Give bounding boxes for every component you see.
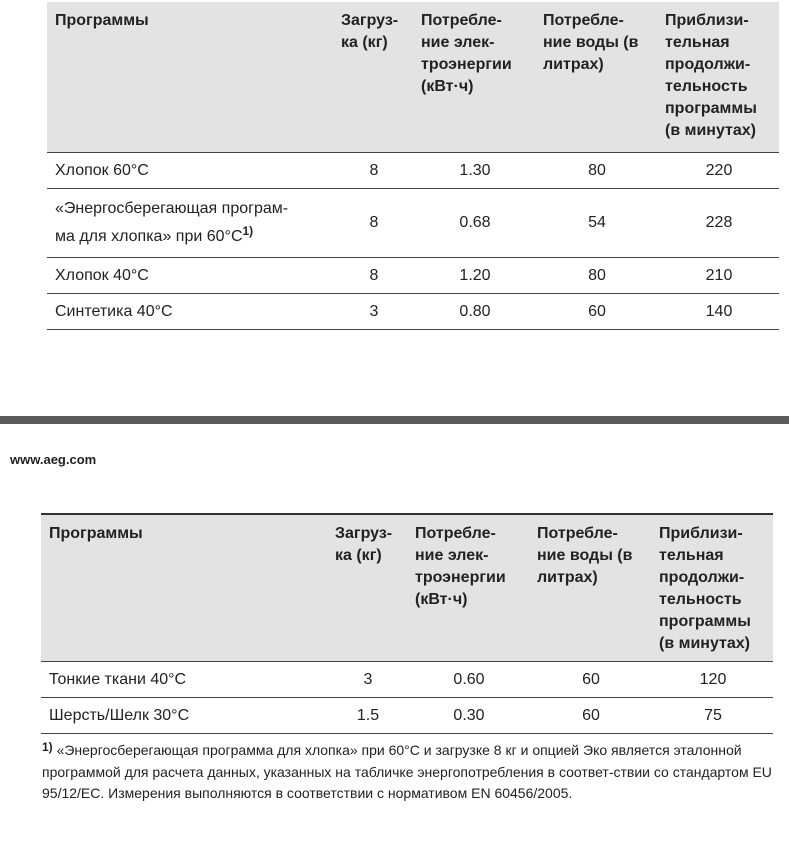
program-name: «Энергосберегающая програм- ма для хлопка» при 60°C [55,200,289,245]
table-row [47,153,779,189]
program-name: Хлопок 40°C [47,258,333,294]
program-name: Шерсть/Шелк 30°C [41,698,327,734]
water-value: 80 [535,153,657,189]
duration-value: 75 [651,698,773,734]
load-value: 8 [333,153,413,189]
footnote [42,740,777,805]
energy-value: 0.60 [407,662,529,698]
header-load: Загруз- ка (кг) [327,514,407,662]
footnote-text: «Энергосберегающая программа для хлопка» при 60°C и загрузке 8 кг и опцией Эко является эталонной программой для расчета данных, указанных на табличке энергопотребления в соответ-ствии со стандартом EU 95/12/EC. Измерения выполняются в соответствии с нормативом EN 60456/2005. [42,742,772,801]
duration-value: 120 [651,662,773,698]
duration-value: 210 [657,258,779,294]
footnote-marker: 1) [42,740,53,754]
header-programs: Программы [41,514,327,662]
header-duration: Приблизи- тельная продолжи- тельность программы (в минутах) [657,2,779,153]
water-value: 60 [529,662,651,698]
header-load: Загруз- ка (кг) [333,2,413,153]
header-energy: Потребле- ние элек- троэнергии (кВт·ч) [407,514,529,662]
program-name: Синтетика 40°C [47,294,333,330]
water-value: 60 [529,698,651,734]
program-name-cell [47,189,333,258]
header-water: Потребле- ние воды (в литрах) [529,514,651,662]
page-divider [0,416,789,424]
energy-value: 0.80 [413,294,535,330]
load-value: 3 [327,662,407,698]
energy-value: 1.30 [413,153,535,189]
program-name: Тонкие ткани 40°C [41,662,327,698]
duration-value: 228 [657,189,779,258]
table-header-row [41,514,773,662]
footnote-marker: 1) [242,224,254,238]
table-row [47,189,779,258]
header-programs: Программы [47,2,333,153]
load-value: 8 [333,189,413,258]
table-row [47,258,779,294]
program-data-table-top [47,2,779,330]
header-duration: Приблизи- тельная продолжи- тельность программы (в минутах) [651,514,773,662]
program-name: Хлопок 60°C [47,153,333,189]
table-header-row [47,2,779,153]
header-energy: Потребле- ние элек- троэнергии (кВт·ч) [413,2,535,153]
table-row [41,662,773,698]
header-water: Потребле- ние воды (в литрах) [535,2,657,153]
water-value: 54 [535,189,657,258]
duration-value: 220 [657,153,779,189]
energy-value: 0.30 [407,698,529,734]
load-value: 1.5 [327,698,407,734]
energy-value: 0.68 [413,189,535,258]
energy-value: 1.20 [413,258,535,294]
duration-value: 140 [657,294,779,330]
water-value: 80 [535,258,657,294]
program-data-table-bottom [41,513,773,734]
load-value: 8 [333,258,413,294]
table-row [41,698,773,734]
water-value: 60 [535,294,657,330]
load-value: 3 [333,294,413,330]
table-row [47,294,779,330]
website-url: www.aeg.com [10,452,97,467]
